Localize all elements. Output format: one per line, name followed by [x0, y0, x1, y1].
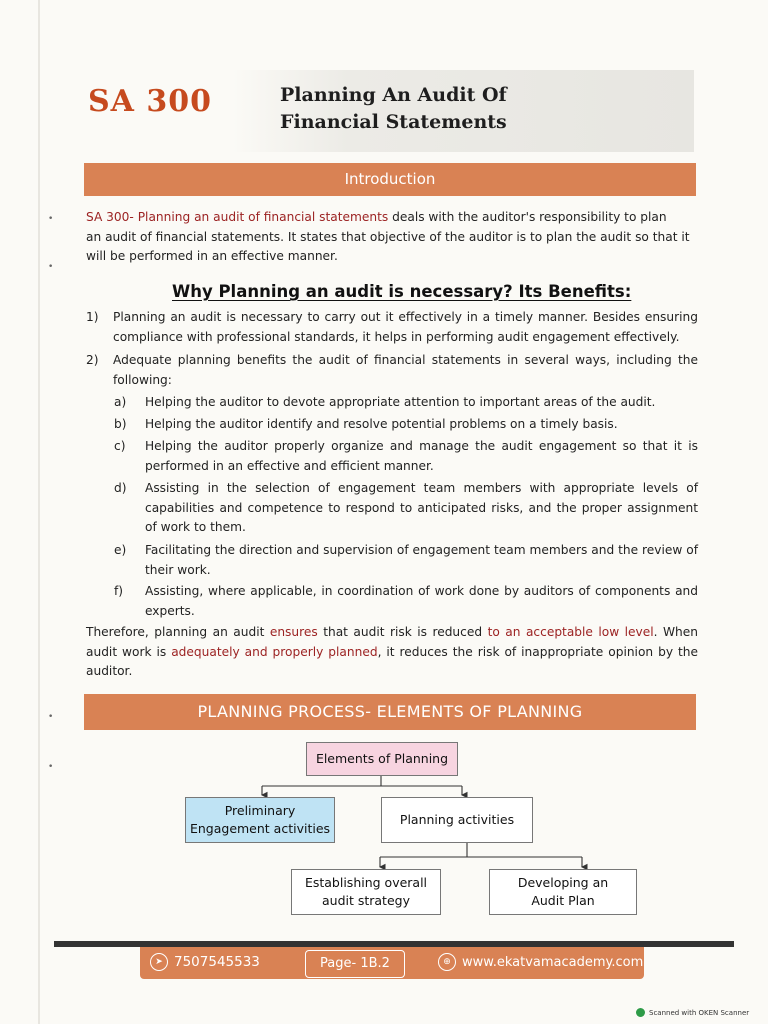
introduction-paragraph: SA 300- Planning an audit of financial statements deals with the auditor's responsibility to plan an audit of financial statements. It states that objective of the auditor is to plan the audit so that it will be performed in an effective manner. [86, 210, 690, 263]
telegram-icon: ➤ [150, 953, 168, 971]
standard-code: SA 300 [88, 84, 213, 119]
sublist-number: f) [114, 584, 124, 598]
conclusion-paragraph: Therefore, planning an audit ensures that audit risk is reduced to an acceptable low level. When audit work is adequately and properly planned, it reduces the risk of inappropriate opinion by the auditor. [86, 625, 698, 678]
preliminary-engagement-node: Preliminary Engagement activities [185, 797, 335, 843]
page-title: Planning An Audit Of Financial Statements [280, 84, 507, 133]
list-item: Adequate planning benefits the audit of financial statements in several ways, including the following: [113, 353, 698, 387]
benefits-heading: Why Planning an audit is necessary? Its Benefits: [172, 282, 632, 301]
sublist-number: e) [114, 543, 127, 557]
sublist-item: Facilitating the direction and supervision of engagement team members and the review of their work. [145, 543, 699, 577]
introduction-heading: Introduction [84, 163, 696, 196]
sublist-item: Assisting in the selection of engagement team members with appropriate levels of capabilities and competence to respond to anticipated risks, and the proper assignment of work to them. [145, 481, 698, 534]
scanner-watermark: Scanned with OKEN Scanner [636, 1008, 749, 1017]
sublist-number: b) [114, 417, 127, 431]
list-number: 1) [86, 310, 99, 324]
sublist-item: Assisting, where applicable, in coordination of work done by auditors of components and experts. [145, 584, 698, 618]
list-number: 2) [86, 353, 99, 367]
margin-mark: • [48, 762, 54, 772]
audit-strategy-node: Establishing overall audit strategy [291, 869, 441, 915]
footer-website[interactable]: ⊕ www.ekatvamacademy.com [438, 953, 643, 971]
margin-mark: • [48, 712, 54, 722]
sublist-item: Helping the auditor properly organize and manage the audit engagement so that it is performed in an effective and efficient manner. [145, 439, 698, 473]
sublist-item: Helping the auditor identify and resolve potential problems on a timely basis. [145, 417, 618, 431]
planning-process-heading: PLANNING PROCESS- ELEMENTS OF PLANNING [84, 694, 696, 730]
sublist-item: Helping the auditor to devote appropriate attention to important areas of the audit. [145, 395, 656, 409]
footer-phone: ➤ 7507545533 [150, 953, 260, 971]
scanner-logo-icon [636, 1008, 645, 1017]
sublist-number: d) [114, 481, 127, 495]
sublist-number: c) [114, 439, 126, 453]
page-number: Page- 1B.2 [305, 950, 405, 978]
list-item: Planning an audit is necessary to carry out it effectively in a timely manner. Besides ensuring compliance with professional standards, it helps in performing audit engagement effectively. [113, 310, 698, 344]
globe-icon: ⊕ [438, 953, 456, 971]
planning-activities-node: Planning activities [381, 797, 533, 843]
sublist-number: a) [114, 395, 127, 409]
audit-plan-node: Developing an Audit Plan [489, 869, 637, 915]
elements-of-planning-node: Elements of Planning [306, 742, 458, 776]
margin-mark: • [48, 214, 54, 224]
margin-mark: • [48, 262, 54, 272]
